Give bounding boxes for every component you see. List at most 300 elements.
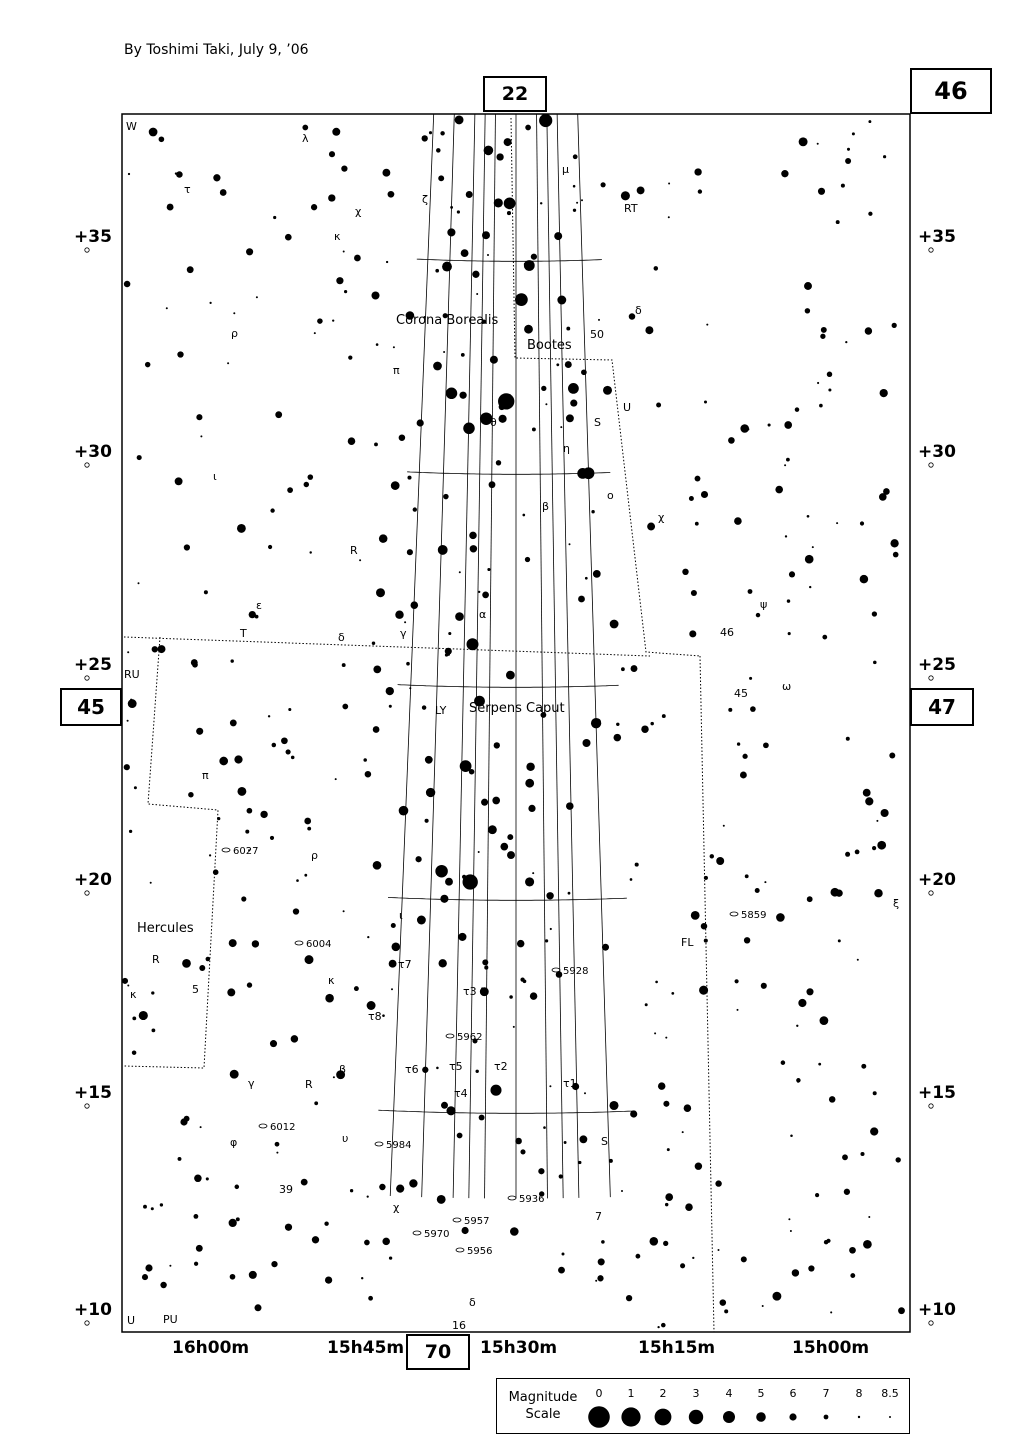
galaxy-symbol xyxy=(552,968,560,972)
declination-line xyxy=(427,46,594,48)
dec-label-left: +15 xyxy=(74,1083,112,1103)
faint-star xyxy=(152,1029,156,1033)
faint-star xyxy=(288,708,291,711)
faint-star xyxy=(603,386,612,395)
faint-star xyxy=(143,1205,147,1209)
dec-marker xyxy=(85,248,89,252)
faint-star xyxy=(691,590,697,596)
faint-star xyxy=(396,1185,404,1193)
dec-marker xyxy=(929,1321,933,1325)
faint-star xyxy=(513,1026,515,1028)
constellation-boundary xyxy=(124,637,650,656)
star xyxy=(417,916,426,925)
faint-star xyxy=(656,403,661,408)
faint-star xyxy=(663,1241,668,1246)
faint-star xyxy=(152,646,158,652)
faint-star xyxy=(898,1307,905,1314)
faint-star xyxy=(595,719,601,725)
object-label: 5936 xyxy=(519,1194,545,1205)
galaxy-symbol xyxy=(453,1218,461,1222)
dec-label-right: +10 xyxy=(918,1300,956,1320)
faint-star xyxy=(595,1280,597,1282)
faint-star xyxy=(124,764,130,770)
object-label: 5970 xyxy=(424,1229,450,1240)
faint-star xyxy=(200,435,202,437)
faint-star xyxy=(462,1227,469,1234)
faint-star xyxy=(576,202,578,204)
star xyxy=(455,115,464,124)
faint-star xyxy=(540,202,542,204)
faint-star xyxy=(256,296,258,298)
page-ref-top[interactable]: 22 xyxy=(483,76,547,112)
faint-star xyxy=(506,671,515,680)
faint-star xyxy=(275,411,282,418)
faint-star xyxy=(329,151,335,157)
faint-star xyxy=(230,1070,239,1079)
faint-star xyxy=(890,539,898,547)
legend-symbols xyxy=(497,1379,911,1435)
faint-star xyxy=(229,939,237,947)
faint-star xyxy=(710,854,714,858)
faint-star xyxy=(790,1135,793,1138)
faint-star xyxy=(680,1263,685,1268)
faint-star xyxy=(845,158,851,164)
faint-star xyxy=(160,1203,163,1206)
faint-star xyxy=(371,291,379,299)
star-label: 45 xyxy=(734,687,748,700)
page-ref-right[interactable]: 47 xyxy=(910,688,974,726)
faint-star xyxy=(128,173,130,175)
faint-star xyxy=(665,1203,668,1206)
star-label: ω xyxy=(782,680,792,693)
faint-star xyxy=(689,496,694,501)
faint-star xyxy=(526,763,534,771)
faint-star xyxy=(436,148,441,153)
faint-star xyxy=(373,861,382,870)
faint-star xyxy=(749,677,752,680)
faint-star xyxy=(706,324,708,326)
faint-star xyxy=(314,332,316,334)
faint-star xyxy=(836,220,840,224)
faint-star xyxy=(614,734,622,742)
faint-star xyxy=(776,913,785,922)
faint-star xyxy=(382,169,390,177)
star xyxy=(435,865,447,877)
faint-star xyxy=(227,362,229,364)
faint-star xyxy=(235,1185,240,1190)
legend-star-symbol xyxy=(889,1416,891,1418)
faint-star xyxy=(855,850,860,855)
faint-star xyxy=(499,404,505,410)
faint-star xyxy=(609,1159,613,1163)
faint-star xyxy=(343,251,345,253)
star xyxy=(507,851,515,859)
faint-star xyxy=(184,544,190,550)
faint-star xyxy=(341,165,347,171)
star-label: κ xyxy=(328,974,335,987)
galaxy-symbol xyxy=(413,1231,421,1235)
faint-star xyxy=(598,1258,605,1265)
faint-star xyxy=(448,632,451,635)
faint-star xyxy=(805,308,810,313)
faint-star xyxy=(645,1003,648,1006)
object-label: 6004 xyxy=(306,939,332,950)
faint-star xyxy=(411,601,419,609)
dec-label-right: +25 xyxy=(918,655,956,675)
dec-marker xyxy=(929,463,933,467)
faint-star xyxy=(254,1304,261,1311)
star-label: ψ xyxy=(760,598,768,611)
faint-star xyxy=(601,182,606,187)
legend-star-symbol xyxy=(824,1415,829,1420)
star-label: κ xyxy=(334,230,341,243)
faint-star xyxy=(478,591,480,593)
star xyxy=(557,296,566,305)
faint-star xyxy=(668,216,670,218)
faint-star xyxy=(496,153,503,160)
dec-marker xyxy=(929,1104,933,1108)
faint-star xyxy=(863,1240,872,1249)
faint-star xyxy=(489,481,496,488)
faint-star xyxy=(578,596,585,603)
faint-star xyxy=(159,136,165,142)
faint-star xyxy=(876,820,878,822)
faint-star xyxy=(893,552,899,558)
faint-star xyxy=(478,851,480,853)
page-ref-bottom[interactable]: 70 xyxy=(406,1334,470,1370)
faint-star xyxy=(799,137,808,146)
faint-star xyxy=(307,827,311,831)
faint-star xyxy=(437,1195,446,1204)
page-ref-left[interactable]: 45 xyxy=(60,688,122,726)
faint-star xyxy=(409,1179,417,1187)
ra-label-15h15m: 15h15m xyxy=(638,1338,716,1358)
faint-star xyxy=(742,754,747,759)
faint-star xyxy=(566,327,570,331)
faint-star xyxy=(389,1256,392,1259)
faint-star xyxy=(196,728,203,735)
faint-star xyxy=(883,155,886,158)
faint-star xyxy=(735,979,739,983)
galaxy-symbol xyxy=(446,1034,454,1038)
galaxy-symbol xyxy=(508,1196,516,1200)
faint-star xyxy=(671,992,674,995)
star xyxy=(525,877,534,886)
faint-star xyxy=(367,1195,369,1197)
faint-star xyxy=(796,1025,798,1027)
faint-star xyxy=(745,874,749,878)
faint-star xyxy=(538,1168,544,1174)
faint-star xyxy=(167,204,174,211)
star xyxy=(467,638,479,650)
faint-star xyxy=(392,943,401,952)
legend-star-symbol xyxy=(789,1413,796,1420)
galaxy-symbol xyxy=(730,912,738,916)
faint-star xyxy=(305,955,314,964)
faint-star xyxy=(522,514,525,517)
faint-star xyxy=(781,170,788,177)
dec-label-left: +25 xyxy=(74,655,112,675)
faint-star xyxy=(818,1063,821,1066)
faint-star xyxy=(744,937,750,943)
galaxy-symbol xyxy=(259,1124,267,1128)
faint-star xyxy=(391,923,396,928)
faint-star xyxy=(177,351,183,357)
faint-star xyxy=(376,588,385,597)
faint-star xyxy=(236,1217,240,1221)
star xyxy=(492,797,500,805)
faint-star xyxy=(494,742,500,748)
faint-star xyxy=(695,476,701,482)
faint-star xyxy=(831,888,840,897)
star-label: τ7 xyxy=(398,958,412,971)
faint-star xyxy=(436,1067,439,1070)
faint-star xyxy=(682,569,688,575)
faint-star xyxy=(520,1149,525,1154)
dec-label-right: +30 xyxy=(918,442,956,462)
faint-star xyxy=(581,369,587,375)
faint-star xyxy=(379,534,388,543)
legend-star-symbol xyxy=(655,1409,672,1426)
faint-star xyxy=(805,555,814,564)
faint-star xyxy=(312,1236,319,1243)
faint-star xyxy=(741,1256,747,1262)
star-label: PU xyxy=(163,1313,178,1326)
constellation-name: Bootes xyxy=(527,338,572,353)
faint-star xyxy=(482,959,488,965)
faint-star xyxy=(641,725,648,732)
star-label: S xyxy=(601,1135,608,1148)
faint-star xyxy=(466,191,473,198)
star xyxy=(566,414,574,422)
faint-star xyxy=(287,487,293,493)
faint-star xyxy=(815,1193,819,1197)
star-label: RT xyxy=(624,202,638,215)
faint-star xyxy=(178,1157,182,1161)
star-label: ε xyxy=(256,599,262,612)
faint-star xyxy=(422,1067,428,1073)
faint-star xyxy=(158,645,166,653)
faint-star xyxy=(301,1179,308,1186)
faint-star xyxy=(446,1106,455,1115)
faint-star xyxy=(422,135,428,141)
faint-star xyxy=(241,896,246,901)
faint-star xyxy=(213,869,219,875)
faint-star xyxy=(896,1157,901,1162)
dec-label-right: +35 xyxy=(918,227,956,247)
faint-star xyxy=(860,521,864,525)
faint-star xyxy=(788,632,791,635)
faint-star xyxy=(160,1282,166,1288)
faint-star xyxy=(689,630,696,637)
faint-star xyxy=(246,248,253,255)
star xyxy=(515,293,528,306)
faint-star xyxy=(564,1141,567,1144)
star-label: μ xyxy=(562,163,569,176)
dec-marker xyxy=(85,463,89,467)
faint-star xyxy=(609,1101,618,1110)
faint-star xyxy=(192,662,198,668)
faint-star xyxy=(524,263,527,266)
faint-star xyxy=(525,779,534,788)
faint-star xyxy=(459,392,466,399)
faint-star xyxy=(695,1162,702,1169)
faint-star xyxy=(573,154,578,159)
object-label: 5984 xyxy=(386,1140,412,1151)
star xyxy=(472,15,482,25)
faint-star xyxy=(372,641,375,644)
faint-star xyxy=(785,535,787,537)
legend-magnitude-label: 0 xyxy=(595,1387,603,1400)
legend-title-line1: Magnitude xyxy=(508,1390,578,1405)
faint-star xyxy=(268,715,270,717)
faint-star xyxy=(630,878,633,881)
faint-star xyxy=(484,966,488,970)
faint-star xyxy=(872,846,876,850)
faint-star xyxy=(127,985,129,987)
faint-star xyxy=(469,532,476,539)
ra-line xyxy=(534,0,550,1198)
star xyxy=(438,545,448,555)
faint-star xyxy=(379,1184,385,1190)
faint-star xyxy=(879,493,887,501)
faint-star xyxy=(755,888,760,893)
faint-star xyxy=(792,1269,799,1276)
star-label: δ xyxy=(469,1296,476,1309)
faint-star xyxy=(124,281,131,288)
star-label: γ xyxy=(400,627,407,640)
faint-star xyxy=(281,737,288,744)
faint-star xyxy=(134,786,137,789)
faint-star xyxy=(234,755,242,763)
faint-star xyxy=(200,1126,202,1128)
dec-label-right: +20 xyxy=(918,870,956,890)
faint-star xyxy=(231,659,234,662)
faint-star xyxy=(781,1060,786,1065)
faint-star xyxy=(145,362,150,367)
star-label: π xyxy=(393,364,400,377)
declination-line xyxy=(398,685,619,688)
star-label: β xyxy=(542,500,550,513)
faint-star xyxy=(245,830,249,834)
star-label: υ xyxy=(342,1132,349,1145)
faint-star xyxy=(768,423,771,426)
faint-star xyxy=(354,986,359,991)
star-label: 39 xyxy=(279,1183,293,1196)
star-label: RU xyxy=(124,668,140,681)
star-field xyxy=(122,0,905,1328)
faint-star xyxy=(404,621,406,623)
dec-label-left: +20 xyxy=(74,870,112,890)
faint-star xyxy=(807,896,813,902)
faint-star xyxy=(545,939,548,942)
faint-star xyxy=(332,128,340,136)
faint-star xyxy=(275,1142,280,1147)
faint-star xyxy=(694,168,701,175)
faint-star xyxy=(417,419,424,426)
legend-star-symbol xyxy=(588,1406,610,1428)
faint-star xyxy=(393,346,395,348)
faint-star xyxy=(325,994,334,1003)
faint-star xyxy=(335,778,337,780)
faint-star xyxy=(206,1177,209,1180)
faint-star xyxy=(784,464,786,466)
faint-star xyxy=(219,757,228,766)
faint-star xyxy=(271,1261,277,1267)
faint-star xyxy=(482,231,490,239)
faint-star xyxy=(704,939,708,943)
faint-star xyxy=(748,589,753,594)
faint-star xyxy=(699,986,708,995)
faint-star xyxy=(827,372,832,377)
faint-star xyxy=(865,327,872,334)
faint-star xyxy=(750,706,756,712)
faint-star xyxy=(169,1265,171,1267)
faint-star xyxy=(142,1274,148,1280)
galaxy-symbol xyxy=(295,941,303,945)
faint-star xyxy=(343,910,345,912)
faint-star xyxy=(145,1264,152,1271)
faint-star xyxy=(374,442,378,446)
faint-star xyxy=(844,1189,850,1195)
faint-star xyxy=(249,611,256,618)
faint-star xyxy=(830,1311,832,1313)
faint-star xyxy=(881,809,889,817)
faint-star xyxy=(761,983,767,989)
faint-star xyxy=(194,1175,202,1183)
faint-star xyxy=(665,1037,667,1039)
faint-star xyxy=(342,704,348,710)
faint-star xyxy=(317,318,323,324)
star-label: 50 xyxy=(590,328,604,341)
faint-star xyxy=(425,756,433,764)
faint-star xyxy=(682,1131,684,1133)
faint-star xyxy=(314,1101,318,1105)
faint-star xyxy=(870,1127,878,1135)
ra-line xyxy=(453,0,483,1198)
faint-star xyxy=(406,662,410,666)
star-label: τ2 xyxy=(494,1060,508,1073)
faint-star xyxy=(481,799,488,806)
faint-star xyxy=(809,586,811,588)
faint-star xyxy=(695,522,699,526)
faint-star xyxy=(524,325,533,334)
star-label: LY xyxy=(435,704,447,717)
star-label: τ4 xyxy=(454,1087,468,1100)
star-label: 5 xyxy=(192,983,199,996)
faint-star xyxy=(631,665,638,672)
faint-star xyxy=(273,216,276,219)
faint-star xyxy=(354,255,361,262)
star xyxy=(399,806,409,816)
faint-star xyxy=(247,808,253,814)
faint-star xyxy=(209,854,211,856)
faint-star xyxy=(373,726,380,733)
faint-star xyxy=(291,756,295,760)
faint-star xyxy=(584,1092,586,1094)
faint-star xyxy=(817,382,819,384)
faint-star xyxy=(562,1253,565,1256)
faint-star xyxy=(285,1224,292,1231)
star-label: χ xyxy=(355,205,362,218)
faint-star xyxy=(285,234,292,241)
faint-star xyxy=(661,1323,666,1328)
star xyxy=(530,992,537,999)
ra-line xyxy=(390,0,443,1196)
faint-star xyxy=(413,507,417,511)
faint-star xyxy=(579,1135,587,1143)
faint-star xyxy=(559,1174,563,1178)
